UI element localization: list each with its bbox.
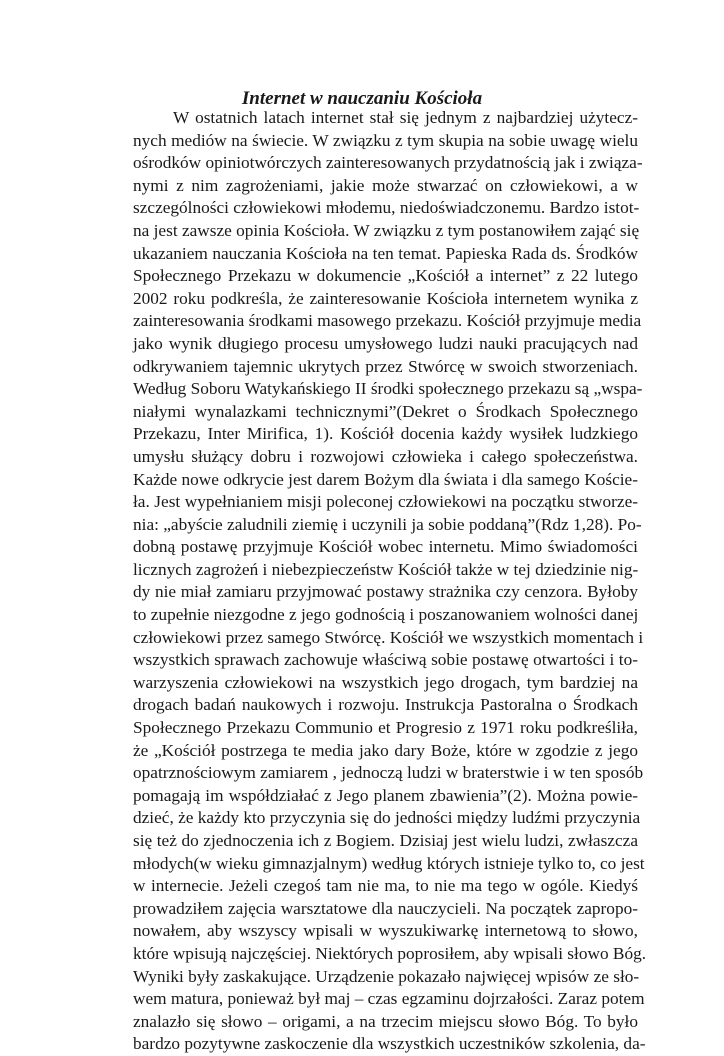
- body-line: szczególności człowiekowi młodemu, niedoświadczonemu. Bardzo istot-: [133, 198, 640, 218]
- body-line: Każde nowe odkrycie jest darem Bożym dla świata i dla samego Koście-: [133, 469, 638, 489]
- body-line: zainteresowania środkami masowego przekazu. Kościół przyjmuje media: [133, 311, 642, 331]
- body-line: drogach badań naukowych i rozwoju. Instrukcja Pastoralna o Środkach: [133, 695, 638, 715]
- body-line: Wyniki były zaskakujące. Urządzenie pokazało najwięcej wpisów ze sło-: [133, 966, 640, 986]
- body-line: pomagają im współdziałać z Jego planem zbawienia”(2). Można powie-: [133, 785, 638, 805]
- body-line: to zupełnie niezgodne z jego godnością i poszanowaniem wolności danej: [133, 605, 639, 625]
- body-line: bardzo pozytywne zaskoczenie dla wszystkich uczestników szkolenia, da-: [133, 1034, 646, 1054]
- document-body: [133, 107, 647, 1056]
- body-line: Społecznego Przekazu Communio et Progresio z 1971 roku podkreśliła,: [133, 718, 638, 738]
- body-line: ła. Jest wypełnianiem misji poleconej człowiekowi na początku stworze-: [133, 492, 638, 512]
- body-line: Społecznego Przekazu w dokumencie „Kościół a internet” z 22 lutego: [133, 266, 638, 286]
- body-line: się też do zjednoczenia ich z Bogiem. Dzisiaj jest wielu ludzi, zwłaszcza: [133, 831, 638, 850]
- body-line: wem matura, ponieważ był maj – czas egzaminu dojrzałości. Zaraz potem: [133, 989, 645, 1009]
- body-line: opatrznościowym zamiarem , jednoczą ludzi w braterstwie i w ten sposób: [133, 763, 644, 783]
- body-line: młodych(w wieku gimnazjalnym) według których istnieje tylko to, co jest: [133, 853, 645, 873]
- body-line: Przekazu, Inter Mirifica, 1). Kościół docenia każdy wysiłek ludzkiego: [133, 424, 638, 444]
- body-line: prowadziłem zajęcia warsztatowe dla nauczycieli. Na początek zapropo-: [133, 898, 638, 918]
- body-line: które wpisują najczęściej. Niektórych poprosiłem, aby wpisali słowo Bóg.: [133, 943, 647, 963]
- body-line: znalazło się słowo – origami, a na trzecim miejscu słowo Bóg. To było: [133, 1011, 638, 1031]
- body-line: ośrodków opiniotwórczych zainteresowanych przydatnością jak i związa-: [133, 153, 643, 173]
- document-title: Internet w nauczaniu Kościoła: [241, 88, 483, 109]
- body-line: 2002 roku podkreśla, że zainteresowanie Kościoła internetem wynika z: [133, 288, 638, 308]
- body-line: ukazaniem nauczania Kościoła na ten temat. Papieska Rada ds. Środków: [133, 243, 638, 263]
- body-line: Według Soboru Watykańskiego II środki społecznego przekazu są „wspa-: [133, 379, 643, 399]
- body-line: jako wynik długiego procesu umysłowego ludzi nauki pracujących nad: [133, 333, 638, 353]
- body-line: odkrywaniem tajemnic ukrytych przez Stwórcę w swoich stworzeniach.: [133, 356, 638, 376]
- body-line: wszystkich sprawach zachowuje właściwą sobie postawę otwartości i to-: [133, 650, 638, 670]
- body-line: że „Kościół postrzega te media jako dary Boże, które w zgodzie z jego: [133, 740, 638, 760]
- body-line: dzieć, że każdy kto przyczynia się do jedności między ludźmi przyczynia: [133, 808, 641, 828]
- body-line: W ostatnich latach internet stał się jednym z najbardziej użytecz-: [173, 108, 638, 127]
- body-line: warzyszenia człowiekowi na wszystkich jego drogach, tym bardziej na: [133, 672, 638, 692]
- body-line: w internecie. Jeżeli czegoś tam nie ma, to nie ma tego w ogóle. Kiedyś: [133, 876, 638, 896]
- body-line: dy nie miał zamiaru przyjmować postawy strażnika czy cenzora. Byłoby: [133, 582, 638, 602]
- body-line: niałymi wynalazkami technicznymi”(Dekret o Środkach Społecznego: [133, 401, 638, 421]
- body-line: nych mediów na świecie. W związku z tym skupia na sobie uwagę wielu: [133, 130, 638, 150]
- body-line: nowałem, aby wszyscy wpisali w wyszukiwarkę internetową to słowo,: [133, 921, 638, 941]
- body-line: na jest zawsze opinia Kościoła. W związku z tym postanowiłem zająć się: [133, 220, 640, 240]
- body-line: nia: „abyście zaludnili ziemię i uczynili ja sobie poddaną”(Rdz 1,28). Po-: [133, 514, 642, 534]
- body-line: nymi z nim zagrożeniami, jakie może stwarzać on człowiekowi, a w: [133, 175, 638, 195]
- body-line: dobną postawę przyjmuje Kościół wobec internetu. Mimo świadomości: [133, 537, 638, 557]
- body-line: licznych zagrożeń i niebezpieczeństw Kościół także w tej dziedzinie nig-: [133, 559, 639, 579]
- body-line: człowiekowi przez samego Stwórcę. Kościół we wszystkich momentach i: [133, 627, 644, 647]
- body-line: umysłu służący dobru i rozwojowi człowieka i całego społeczeństwa.: [133, 446, 638, 466]
